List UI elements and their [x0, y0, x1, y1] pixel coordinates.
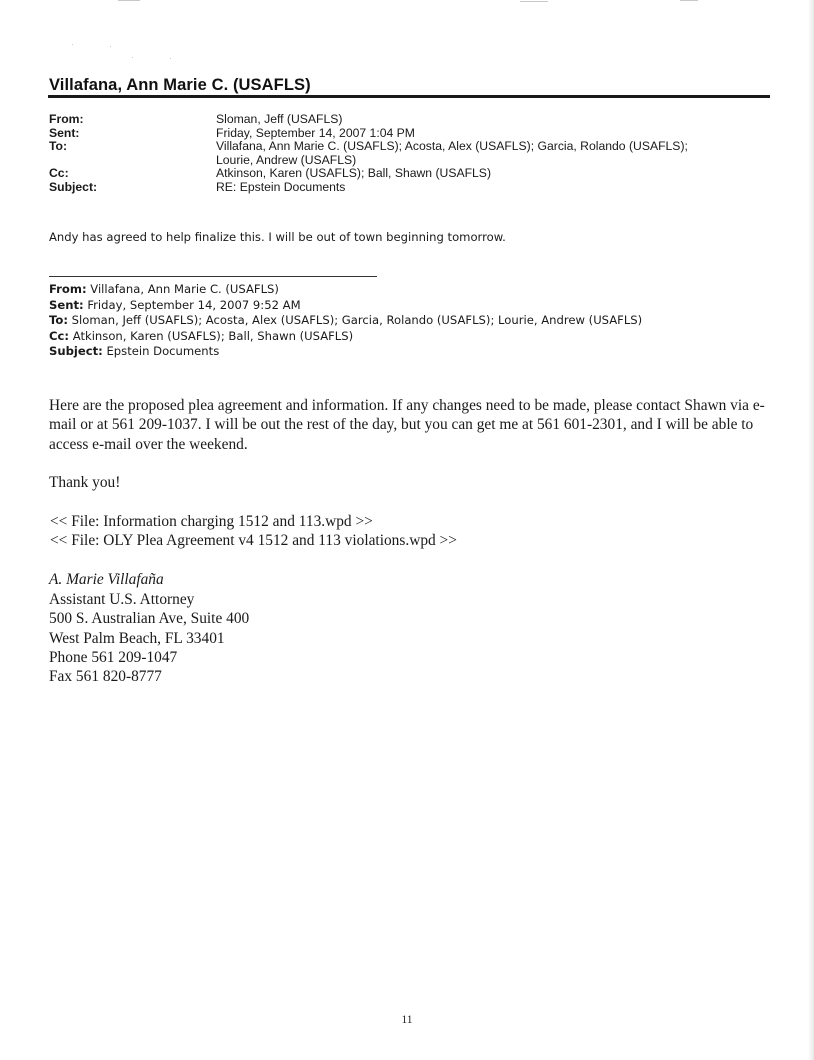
to-label: To:: [49, 139, 68, 154]
subject-label: Subject:: [49, 179, 98, 194]
from-value: Sloman, Jeff (USAFLS): [216, 112, 343, 126]
orig-from-label: From:: [49, 282, 87, 296]
signature-fax: Fax 561 820-8777: [49, 668, 162, 686]
attachment-item: << File: OLY Plea Agreement v4 1512 and 113 violations.wpd >>: [50, 532, 457, 550]
meta-from-row: [49, 113, 769, 127]
attachment-list: [49, 512, 769, 551]
mailbox-owner-name: Villafana, Ann Marie C. (USAFLS): [49, 76, 311, 94]
attachment-item: << File: Information charging 1512 and 113.wpd >>: [50, 512, 373, 530]
body-paragraph: Here are the proposed plea agreement and information. If any changes need to be made, please contact Shawn via e-mail or at 561 209-1037. I will be out the rest of the day, but you can get me at 561 601-2301, and I will be able to access e-mail over the weekend.: [49, 397, 765, 453]
cc-label: Cc:: [49, 166, 69, 181]
thanks-line: Thank you!: [49, 474, 121, 492]
signature-address-line2: West Palm Beach, FL 33401: [49, 629, 225, 647]
orig-to-label: To:: [49, 313, 68, 328]
to-value-line2: Lourie, Andrew (USAFLS): [216, 152, 357, 167]
orig-subject-value: Epstein Documents: [106, 344, 220, 359]
orig-sent-row: [49, 298, 642, 314]
meta-to-row: [49, 140, 769, 154]
subject-value: RE: Epstein Documents: [216, 179, 346, 194]
orig-to-row: [49, 313, 642, 329]
orig-cc-label: Cc:: [49, 328, 70, 343]
header-divider: [48, 95, 770, 98]
signature-address-line1: 500 S. Australian Ave, Suite 400: [49, 610, 250, 628]
reply-message: Andy has agreed to help finalize this. I will be out of town beginning tomorrow.: [49, 230, 506, 244]
meta-cc-row: [49, 167, 769, 181]
email-header-block: [49, 113, 769, 195]
signature-title: Assistant U.S. Attorney: [49, 590, 195, 608]
orig-cc-row: [49, 329, 642, 345]
orig-cc-value: Atkinson, Karen (USAFLS); Ball, Shawn (USAFLS): [72, 328, 354, 343]
orig-sent-value: Friday, September 14, 2007 9:52 AM: [87, 297, 301, 312]
from-label: From:: [49, 112, 84, 126]
original-message-body: [49, 396, 769, 687]
sent-label: Sent:: [49, 125, 80, 140]
cc-value: Atkinson, Karen (USAFLS); Ball, Shawn (USAFLS): [216, 166, 491, 181]
scan-edge-shadow: [808, 0, 814, 1060]
orig-from-value: Villafana, Ann Marie C. (USAFLS): [90, 282, 279, 296]
meta-subject-row: [49, 181, 769, 195]
orig-subject-label: Subject:: [49, 344, 103, 359]
meta-to-row-continued: [49, 154, 769, 168]
orig-to-value: Sloman, Jeff (USAFLS); Acosta, Alex (USAFLS); Garcia, Rolando (USAFLS); Lourie, Andrew (USAFLS): [71, 313, 643, 328]
signature-name: A. Marie Villafaña: [49, 571, 164, 589]
original-message-header: [49, 282, 642, 360]
scan-artifacts: [0, 0, 814, 6]
orig-from-row: [49, 282, 642, 298]
quoted-message-divider: [49, 276, 377, 277]
orig-sent-label: Sent:: [49, 297, 84, 312]
signature-block: [49, 570, 769, 686]
meta-sent-row: [49, 127, 769, 141]
to-value-line1: Villafana, Ann Marie C. (USAFLS); Acosta, Alex (USAFLS); Garcia, Rolando (USAFLS);: [216, 139, 688, 154]
page-number: 11: [401, 1014, 413, 1026]
sent-value: Friday, September 14, 2007 1:04 PM: [216, 125, 415, 140]
signature-phone: Phone 561 209-1047: [49, 649, 178, 667]
orig-subject-row: [49, 344, 642, 360]
